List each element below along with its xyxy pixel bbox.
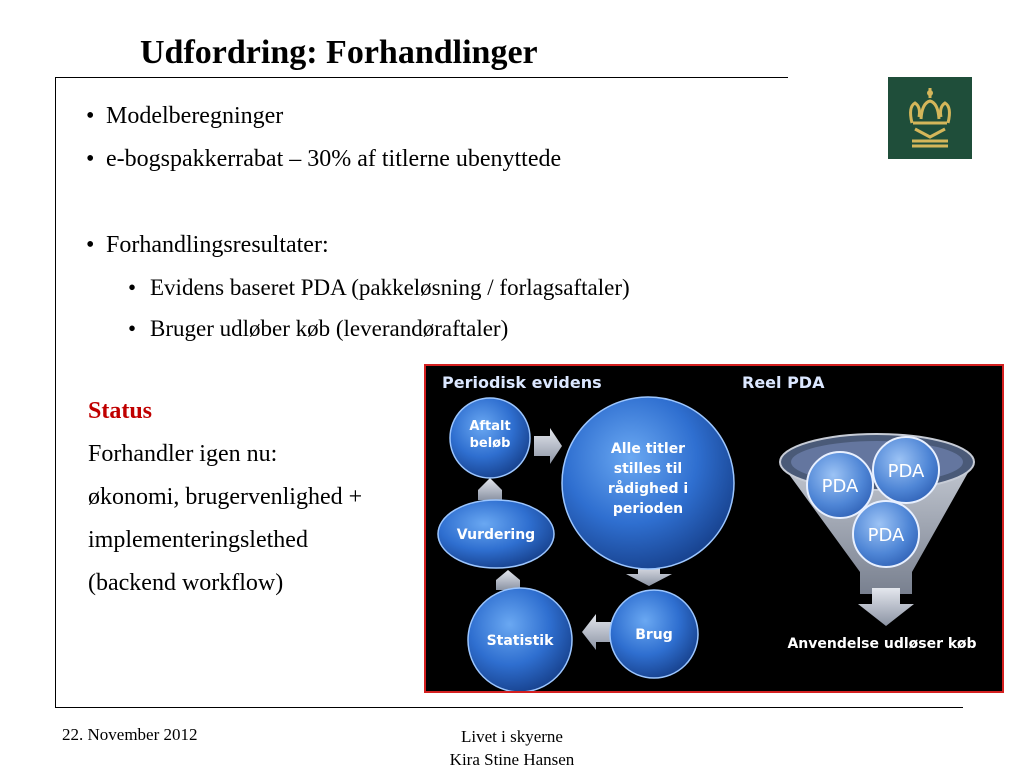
label-alle-2: stilles til: [613, 461, 683, 477]
pda-bubble-3: [853, 501, 919, 567]
footer-author: Kira Stine Hansen: [449, 750, 575, 769]
bullet-text: Evidens baseret PDA (pakkeløsning / forlagsaftaler): [150, 275, 630, 300]
crown-logo: [888, 77, 972, 159]
funnel-caption: Anvendelse udløser køb: [787, 636, 977, 652]
arrow-to-vurdering: [496, 570, 520, 590]
crown-icon: [888, 77, 972, 159]
content-frame-bottom: [55, 707, 963, 708]
ellipse-vurdering: [438, 500, 554, 568]
pda-diagram: [424, 364, 1004, 693]
label-vurdering: Vurdering: [456, 527, 536, 543]
slide-title: Udfordring: Forhandlinger: [140, 34, 538, 71]
bullet-text: Bruger udløber køb (leverandøraftaler): [150, 316, 509, 341]
bullet-modelberegninger: [86, 103, 283, 130]
pda-bubble-2: [873, 437, 939, 503]
bullet-marker: •: [86, 103, 95, 129]
pda-bubble-1: [807, 452, 873, 518]
left-section-title: Periodisk evidens: [442, 373, 602, 392]
label-alle-4: perioden: [612, 501, 684, 517]
status-heading: Status: [88, 398, 153, 424]
pda-label-2: PDA: [887, 461, 925, 482]
label-aftalt-1: Aftalt: [469, 419, 511, 434]
footer-date: 22. November 2012: [62, 725, 198, 744]
bullet-marker: •: [128, 275, 137, 300]
bullet-forhandlingsresultater: [86, 232, 329, 259]
subbullet-evidens: [128, 275, 630, 301]
status-line-4: (backend workflow): [88, 570, 284, 596]
bullet-text: Modelberegninger: [106, 103, 284, 129]
bullet-marker: •: [86, 232, 95, 258]
label-brug: Brug: [635, 627, 673, 643]
bullet-marker: •: [86, 146, 95, 172]
status-line-2: økonomi, brugervenlighed +: [88, 484, 363, 510]
pda-label-3: PDA: [867, 525, 905, 546]
arrow-to-aftalt: [478, 478, 502, 500]
bullet-text: Forhandlingsresultater:: [106, 232, 329, 258]
pda-diagram-canvas: [426, 366, 1002, 691]
label-alle-1: Alle titler: [610, 441, 686, 457]
subbullet-bruger: [128, 316, 508, 342]
circle-aftalt-belob: [450, 398, 530, 478]
circle-alle-titler: [562, 397, 734, 569]
arrow-to-alle-titler: [534, 428, 562, 464]
right-section-title: Reel PDA: [742, 373, 825, 392]
bullet-marker: •: [128, 316, 137, 341]
status-line-1: Forhandler igen nu:: [88, 441, 278, 467]
bullet-text: e-bogspakkerrabat – 30% af titlerne ubenyttede: [106, 146, 562, 172]
bullet-ebogspakker: [86, 146, 561, 173]
label-statistik: Statistik: [486, 633, 554, 649]
footer-presenter: [440, 725, 584, 771]
content-frame-top: [55, 77, 788, 78]
status-line-3: implementeringslethed: [88, 527, 308, 553]
pda-label-1: PDA: [821, 476, 859, 497]
content-frame-left: [55, 77, 56, 707]
arrow-to-statistik: [582, 614, 612, 650]
circle-statistik: [468, 588, 572, 691]
label-aftalt-2: beløb: [469, 436, 511, 451]
circle-brug: [610, 590, 698, 678]
label-alle-3: rådighed i: [607, 481, 689, 497]
footer-talk-title: Livet i skyerne: [461, 727, 563, 746]
